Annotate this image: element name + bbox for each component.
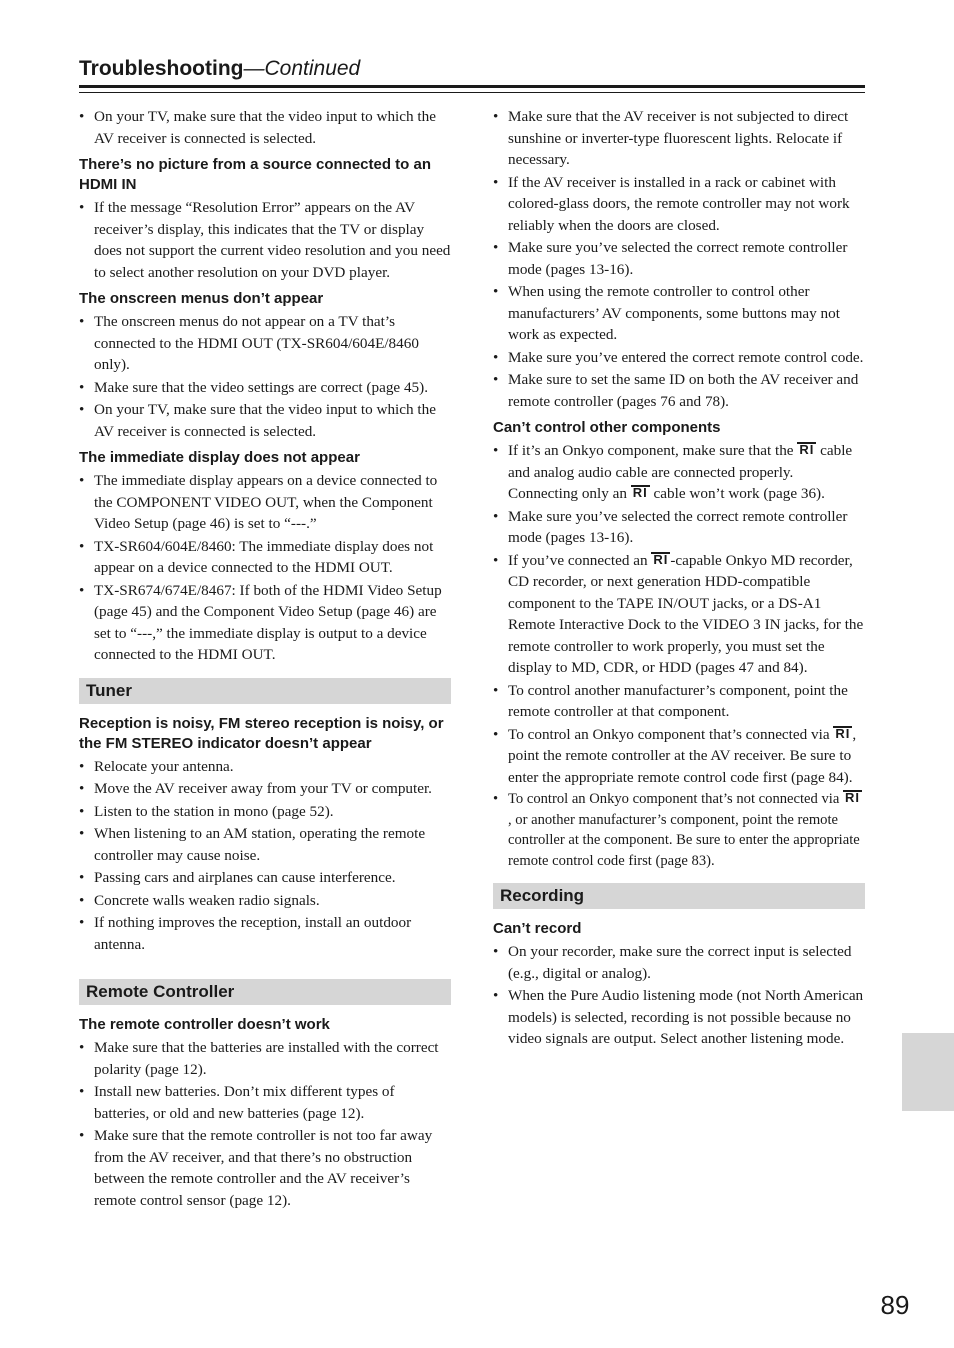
heading-remote-not-work: The remote controller doesn’t work [79, 1016, 330, 1033]
ri-logo-icon: RI [653, 551, 669, 567]
remote-list [79, 1037, 451, 1211]
section-recording: Recording [493, 883, 865, 909]
page-title-continued: —Continued [243, 57, 361, 80]
list-item: • To control an Onkyo component that’s not connected via RI, or another manufacturer’s component, point the remote controller at the component. Be sure to enter the appropriate remote control code first (page 83). [493, 789, 865, 871]
heading-cant-record: Can’t record [493, 920, 582, 937]
other-components-list [493, 440, 865, 871]
page-header [79, 55, 865, 88]
immediate-list [79, 470, 451, 666]
list-item: • If the message “Resolution Error” appears on the AV receiver’s display, this indicates that the TV or display does not support the current video resolution and you need to select another resolution on your DVD player. [79, 197, 451, 283]
list-item: • On your TV, make sure that the video input to which the AV receiver is connected is selected. [79, 399, 451, 442]
list-item: • If nothing improves the reception, install an outdoor antenna. [79, 912, 451, 955]
list-item: • When the Pure Audio listening mode (not North American models) is selected, recording is not possible because no video signals are output. Select another listening mode. [493, 985, 865, 1050]
left-column [79, 106, 451, 1212]
ri-logo-icon: RI [844, 790, 860, 805]
list-item: • On your TV, make sure that the video input to which the AV receiver is connected is selected. [79, 106, 451, 149]
list-item: • To control an Onkyo component that’s connected via RI , point the remote controller at the AV receiver. Be sure to enter the appropriate remote control code first (page 84). [493, 724, 865, 789]
hdmi-list [79, 197, 451, 283]
list-item: • Install new batteries. Don’t mix different types of batteries, or old and new batteries (page 12). [79, 1081, 451, 1124]
list-item: • If it’s an Onkyo component, make sure that the RI cable and analog audio cable are connected properly. Connecting only an RI cable won’t work (page 36). [493, 440, 865, 505]
list-item: • Passing cars and airplanes can cause interference. [79, 867, 451, 889]
header-rule [79, 92, 865, 93]
list-item: • Make sure that the video settings are correct (page 45). [79, 377, 451, 399]
heading-hdmi: There’s no picture from a source connected to an HDMI IN [79, 156, 432, 193]
list-item: • Concrete walls weaken radio signals. [79, 890, 451, 912]
list-item: • To control another manufacturer’s component, point the remote controller at that component. [493, 680, 865, 723]
list-item: • Make sure you’ve entered the correct remote control code. [493, 347, 865, 369]
list-item: • If the AV receiver is installed in a rack or cabinet with colored-glass doors, the remote controller may not work reliably when the doors are closed. [493, 172, 865, 237]
list-item: • Make sure you’ve selected the correct remote controller mode (pages 13-16). [493, 237, 865, 280]
remote-continued-list [493, 106, 865, 412]
list-item: • Relocate your antenna. [79, 756, 451, 778]
ri-logo-icon: RI [632, 485, 648, 500]
page-title: Troubleshooting—Continued [79, 57, 361, 80]
recording-list [493, 941, 865, 1050]
list-item: • When listening to an AM station, operating the remote controller may cause noise. [79, 823, 451, 866]
list-item: • Make sure to set the same ID on both the AV receiver and remote controller (pages 76 and 78). [493, 369, 865, 412]
list-item: • TX-SR674/674E/8467: If both of the HDMI Video Setup (page 45) and the Component Video Setup (page 46) are set to “---,” the immediate display is output to a device connected to the HDMI OUT. [79, 580, 451, 666]
section-tuner: Tuner [79, 678, 451, 704]
list-item: • The onscreen menus do not appear on a TV that’s connected to the HDMI OUT (TX-SR604/604E/8460 only). [79, 311, 451, 376]
list-item: • Make sure that the AV receiver is not subjected to direct sunshine or inverter-type fluorescent lights. Relocate if necessary. [493, 106, 865, 171]
ri-logo-icon: RI [835, 725, 851, 741]
list-item: • When using the remote controller to control other manufacturers’ AV components, some buttons may not work as expected. [493, 281, 865, 346]
ri-logo-icon: RI [799, 442, 815, 457]
intro-list [79, 106, 451, 149]
section-remote-controller: Remote Controller [79, 979, 451, 1005]
heading-other-components: Can’t control other components [493, 419, 721, 436]
list-item: • Listen to the station in mono (page 52). [79, 801, 451, 823]
list-item: • TX-SR604/604E/8460: The immediate display does not appear on a device connected to the HDMI OUT. [79, 536, 451, 579]
list-item: • The immediate display appears on a device connected to the COMPONENT VIDEO OUT, when the Component Video Setup (page 46) is set to “---.” [79, 470, 451, 535]
heading-reception: Reception is noisy, FM stereo reception is noisy, or the FM STEREO indicator doesn’t appear [79, 714, 444, 752]
tuner-list [79, 756, 451, 956]
heading-immediate: The immediate display does not appear [79, 449, 360, 466]
list-item: • On your recorder, make sure the correct input is selected (e.g., digital or analog). [493, 941, 865, 984]
list-item: • Make sure that the batteries are installed with the correct polarity (page 12). [79, 1037, 451, 1080]
right-column [493, 106, 865, 1051]
onscreen-list [79, 311, 451, 442]
list-item: • Move the AV receiver away from your TV or computer. [79, 778, 451, 800]
list-item: • Make sure that the remote controller is not too far away from the AV receiver, and that there’s no obstruction between the remote controller and the AV receiver’s remote control sensor (page 12). [79, 1125, 451, 1211]
page-number: 89 [880, 1290, 910, 1320]
list-item: • If you’ve connected an RI -capable Onkyo MD recorder, CD recorder, or next generation HDD-compatible component to the TAPE IN/OUT jacks, or a DS-A1 Remote Interactive Dock to the VIDEO 3 IN jacks, for the remote controller to work properly, you must set the display to MD, CDR, or HDD (pages 47 and 84). [493, 550, 865, 679]
side-tab [902, 1033, 954, 1111]
heading-onscreen: The onscreen menus don’t appear [79, 290, 324, 307]
list-item: • Make sure you’ve selected the correct remote controller mode (pages 13-16). [493, 506, 865, 549]
